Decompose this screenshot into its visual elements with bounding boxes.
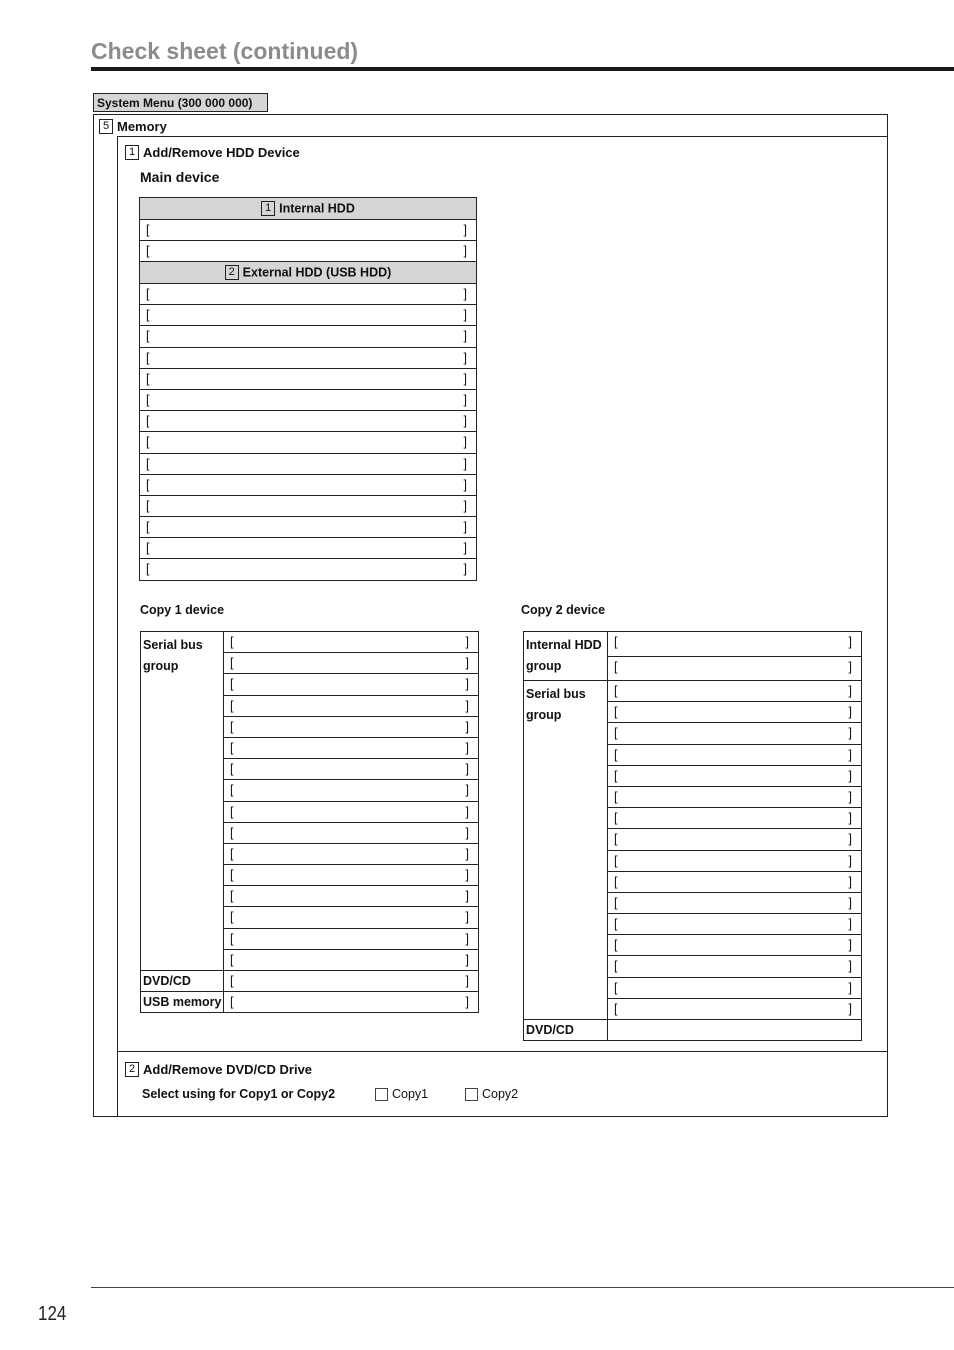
close-bracket: ] <box>848 789 852 804</box>
table-row <box>524 681 862 702</box>
entry-field[interactable] <box>140 538 477 559</box>
entry-field[interactable] <box>224 907 479 928</box>
open-bracket: [ <box>614 1001 618 1016</box>
external-hdd-header-number: 2 <box>225 265 239 280</box>
open-bracket: [ <box>146 371 150 386</box>
table-row <box>140 517 477 538</box>
close-bracket: ] <box>463 350 467 365</box>
open-bracket: [ <box>230 783 234 798</box>
table-row <box>141 971 479 992</box>
open-bracket: [ <box>146 541 150 556</box>
entry-field[interactable] <box>608 914 862 935</box>
section-divider <box>117 1051 887 1052</box>
copy2-serial-bus-group <box>524 681 608 1020</box>
open-bracket: [ <box>146 329 150 344</box>
close-bracket: ] <box>463 498 467 513</box>
close-bracket: ] <box>465 656 469 671</box>
table-row <box>140 495 477 516</box>
copy2-dvd-field[interactable] <box>608 1020 862 1041</box>
memory-label: Memory <box>117 119 167 135</box>
entry-field[interactable] <box>608 977 862 998</box>
open-bracket: [ <box>614 811 618 826</box>
open-bracket: [ <box>614 768 618 783</box>
entry-field[interactable] <box>224 695 479 716</box>
close-bracket: ] <box>848 811 852 826</box>
entry-field[interactable] <box>608 935 862 956</box>
open-bracket: [ <box>614 747 618 762</box>
title-rule <box>91 67 954 71</box>
open-bracket: [ <box>614 874 618 889</box>
table-row <box>140 411 477 432</box>
entry-field[interactable] <box>140 284 477 305</box>
entry-field[interactable] <box>608 723 862 744</box>
open-bracket: [ <box>230 825 234 840</box>
close-bracket: ] <box>463 541 467 556</box>
table-row <box>141 992 479 1013</box>
entry-field[interactable] <box>140 559 477 580</box>
open-bracket: [ <box>230 677 234 692</box>
entry-field[interactable] <box>224 865 479 886</box>
entry-field[interactable] <box>140 241 477 262</box>
close-bracket: ] <box>465 762 469 777</box>
open-bracket: [ <box>146 435 150 450</box>
open-bracket: [ <box>230 635 234 649</box>
open-bracket: [ <box>230 974 234 988</box>
copy2-checkbox[interactable] <box>465 1088 478 1101</box>
entry-field[interactable] <box>140 347 477 368</box>
table-row <box>140 432 477 453</box>
entry-field[interactable] <box>608 702 862 723</box>
main-device-table <box>139 197 477 581</box>
memory-number: 5 <box>99 119 113 134</box>
table-row <box>140 326 477 347</box>
internal-hdd-header-label: Internal HDD <box>279 201 355 216</box>
dvd-section-label: Add/Remove DVD/CD Drive <box>143 1062 313 1078</box>
external-hdd-header-label: External HDD (USB HDD) <box>242 265 392 280</box>
copy2-label: Copy 2 device <box>521 603 606 617</box>
close-bracket: ] <box>463 435 467 450</box>
copy1-checkbox[interactable] <box>375 1088 388 1101</box>
open-bracket: [ <box>230 910 234 925</box>
close-bracket: ] <box>463 244 467 258</box>
close-bracket: ] <box>848 659 852 674</box>
close-bracket: ] <box>463 223 467 237</box>
entry-field[interactable] <box>608 744 862 765</box>
copy1-label: Copy 1 device <box>140 603 225 617</box>
open-bracket: [ <box>614 832 618 847</box>
copy1-table <box>140 631 479 1013</box>
close-bracket: ] <box>465 740 469 755</box>
entry-field[interactable] <box>224 949 479 970</box>
copy2-serial-bus-group-line: group <box>526 708 562 722</box>
open-bracket: [ <box>614 705 618 720</box>
memory-header-rule <box>117 136 887 137</box>
dvd-section-heading <box>125 1061 312 1077</box>
hdd-section-number: 1 <box>125 145 139 160</box>
entry-field[interactable] <box>140 389 477 410</box>
close-bracket: ] <box>848 853 852 868</box>
entry-field[interactable] <box>608 786 862 807</box>
indent-rule <box>117 136 118 1116</box>
entry-field[interactable] <box>224 674 479 695</box>
close-bracket: ] <box>463 456 467 471</box>
entry-field[interactable] <box>608 632 862 657</box>
table-row <box>141 632 479 653</box>
close-bracket: ] <box>465 783 469 798</box>
entry-field[interactable] <box>224 992 479 1013</box>
copy1-option-label: Copy1 <box>392 1087 429 1101</box>
entry-field[interactable] <box>608 998 862 1019</box>
memory-heading <box>99 118 167 134</box>
open-bracket: [ <box>146 287 150 301</box>
open-bracket: [ <box>230 931 234 946</box>
open-bracket: [ <box>614 659 618 674</box>
open-bracket: [ <box>230 846 234 861</box>
table-row <box>524 632 862 657</box>
entry-field[interactable] <box>140 305 477 326</box>
entry-field[interactable] <box>224 737 479 758</box>
copy2-dvd-label: DVD/CD <box>524 1020 608 1041</box>
close-bracket: ] <box>463 371 467 386</box>
copy1-dvd-label: DVD/CD <box>141 971 224 992</box>
open-bracket: [ <box>614 895 618 910</box>
close-bracket: ] <box>465 995 469 1010</box>
open-bracket: [ <box>230 740 234 755</box>
close-bracket: ] <box>465 635 469 649</box>
footer-rule <box>91 1287 954 1288</box>
hdd-section-heading <box>125 144 300 160</box>
hdd-section-label: Add/Remove HDD Device <box>143 145 300 161</box>
open-bracket: [ <box>230 698 234 713</box>
open-bracket: [ <box>146 392 150 407</box>
copy2-internal-hdd-group <box>524 632 608 681</box>
close-bracket: ] <box>848 980 852 995</box>
copy2-internal-hdd-group-line: group <box>526 659 562 673</box>
close-bracket: ] <box>848 832 852 847</box>
close-bracket: ] <box>465 719 469 734</box>
external-hdd-header <box>140 262 477 284</box>
close-bracket: ] <box>848 895 852 910</box>
close-bracket: ] <box>465 825 469 840</box>
open-bracket: [ <box>614 684 618 698</box>
entry-field[interactable] <box>224 780 479 801</box>
open-bracket: [ <box>146 498 150 513</box>
select-copy-label: Select using for Copy1 or Copy2 <box>142 1087 336 1101</box>
open-bracket: [ <box>146 562 150 577</box>
close-bracket: ] <box>848 938 852 953</box>
internal-hdd-header-number: 1 <box>261 201 275 216</box>
table-row <box>140 347 477 368</box>
entry-field[interactable] <box>140 517 477 538</box>
copy2-internal-hdd-group-line: Internal HDD <box>526 638 602 652</box>
close-bracket: ] <box>463 392 467 407</box>
copy1-option[interactable] <box>375 1087 428 1101</box>
open-bracket: [ <box>614 853 618 868</box>
entry-field[interactable] <box>608 656 862 681</box>
close-bracket: ] <box>465 952 469 967</box>
entry-field[interactable] <box>140 474 477 495</box>
close-bracket: ] <box>465 677 469 692</box>
close-bracket: ] <box>465 931 469 946</box>
close-bracket: ] <box>463 414 467 429</box>
table-row <box>140 538 477 559</box>
close-bracket: ] <box>465 974 469 988</box>
entry-field[interactable] <box>140 411 477 432</box>
entry-field[interactable] <box>140 495 477 516</box>
copy2-serial-bus-group-line: Serial bus <box>526 687 586 701</box>
close-bracket: ] <box>848 1001 852 1016</box>
table-row <box>140 305 477 326</box>
close-bracket: ] <box>463 308 467 323</box>
open-bracket: [ <box>146 223 150 237</box>
main-device-label: Main device <box>140 169 220 185</box>
close-bracket: ] <box>465 804 469 819</box>
close-bracket: ] <box>463 287 467 301</box>
open-bracket: [ <box>230 656 234 671</box>
open-bracket: [ <box>146 477 150 492</box>
entry-field[interactable] <box>608 956 862 977</box>
close-bracket: ] <box>848 705 852 720</box>
close-bracket: ] <box>848 726 852 741</box>
table-row <box>140 559 477 580</box>
entry-field[interactable] <box>608 765 862 786</box>
entry-field[interactable] <box>224 843 479 864</box>
entry-field[interactable] <box>140 220 477 241</box>
entry-field[interactable] <box>224 801 479 822</box>
page-title: Check sheet (continued) <box>91 38 359 64</box>
open-bracket: [ <box>146 520 150 535</box>
close-bracket: ] <box>465 868 469 883</box>
open-bracket: [ <box>614 980 618 995</box>
table-row <box>140 453 477 474</box>
copy1-serial-bus-group-line: group <box>143 659 179 673</box>
copy1-usb-label: USB memory <box>141 992 224 1013</box>
close-bracket: ] <box>463 477 467 492</box>
entry-field[interactable] <box>608 808 862 829</box>
entry-field[interactable] <box>224 632 479 653</box>
entry-field[interactable] <box>608 829 862 850</box>
entry-field[interactable] <box>224 759 479 780</box>
open-bracket: [ <box>230 868 234 883</box>
open-bracket: [ <box>146 350 150 365</box>
table-row <box>140 389 477 410</box>
copy2-option[interactable] <box>465 1087 518 1101</box>
internal-hdd-header-row <box>140 198 477 220</box>
table-row <box>140 368 477 389</box>
table-row <box>524 1020 862 1041</box>
open-bracket: [ <box>614 938 618 953</box>
table-row <box>140 284 477 305</box>
entry-field[interactable] <box>224 886 479 907</box>
entry-field[interactable] <box>608 681 862 702</box>
page-number: 124 <box>38 1303 67 1325</box>
open-bracket: [ <box>230 889 234 904</box>
entry-field[interactable] <box>224 653 479 674</box>
close-bracket: ] <box>848 959 852 974</box>
open-bracket: [ <box>146 308 150 323</box>
close-bracket: ] <box>848 635 852 649</box>
entry-field[interactable] <box>608 892 862 913</box>
close-bracket: ] <box>465 889 469 904</box>
open-bracket: [ <box>146 456 150 471</box>
open-bracket: [ <box>230 762 234 777</box>
open-bracket: [ <box>146 244 150 258</box>
table-row <box>140 220 477 241</box>
copy2-table <box>523 631 862 1041</box>
open-bracket: [ <box>230 804 234 819</box>
close-bracket: ] <box>463 562 467 577</box>
external-hdd-header-row <box>140 262 477 284</box>
entry-field[interactable] <box>140 453 477 474</box>
close-bracket: ] <box>465 910 469 925</box>
copy1-serial-bus-group-line: Serial bus <box>143 638 203 652</box>
entry-field[interactable] <box>140 368 477 389</box>
entry-field[interactable] <box>140 432 477 453</box>
close-bracket: ] <box>848 874 852 889</box>
entry-field[interactable] <box>224 928 479 949</box>
entry-field[interactable] <box>224 822 479 843</box>
table-row <box>140 241 477 262</box>
close-bracket: ] <box>848 768 852 783</box>
entry-field[interactable] <box>224 716 479 737</box>
close-bracket: ] <box>465 698 469 713</box>
close-bracket: ] <box>465 846 469 861</box>
dvd-section-number: 2 <box>125 1062 139 1077</box>
open-bracket: [ <box>146 414 150 429</box>
copy1-serial-bus-group <box>141 632 224 971</box>
open-bracket: [ <box>230 719 234 734</box>
open-bracket: [ <box>614 917 618 932</box>
open-bracket: [ <box>614 959 618 974</box>
table-row <box>140 474 477 495</box>
close-bracket: ] <box>463 520 467 535</box>
entry-field[interactable] <box>608 850 862 871</box>
entry-field[interactable] <box>224 971 479 992</box>
open-bracket: [ <box>614 635 618 649</box>
entry-field[interactable] <box>140 326 477 347</box>
close-bracket: ] <box>463 329 467 344</box>
close-bracket: ] <box>848 684 852 698</box>
open-bracket: [ <box>614 789 618 804</box>
system-menu-tab: System Menu (300 000 000) <box>93 93 268 112</box>
copy2-option-label: Copy2 <box>482 1087 519 1101</box>
close-bracket: ] <box>848 747 852 762</box>
open-bracket: [ <box>230 995 234 1010</box>
entry-field[interactable] <box>608 871 862 892</box>
internal-hdd-header <box>140 198 477 220</box>
close-bracket: ] <box>848 917 852 932</box>
open-bracket: [ <box>614 726 618 741</box>
open-bracket: [ <box>230 952 234 967</box>
